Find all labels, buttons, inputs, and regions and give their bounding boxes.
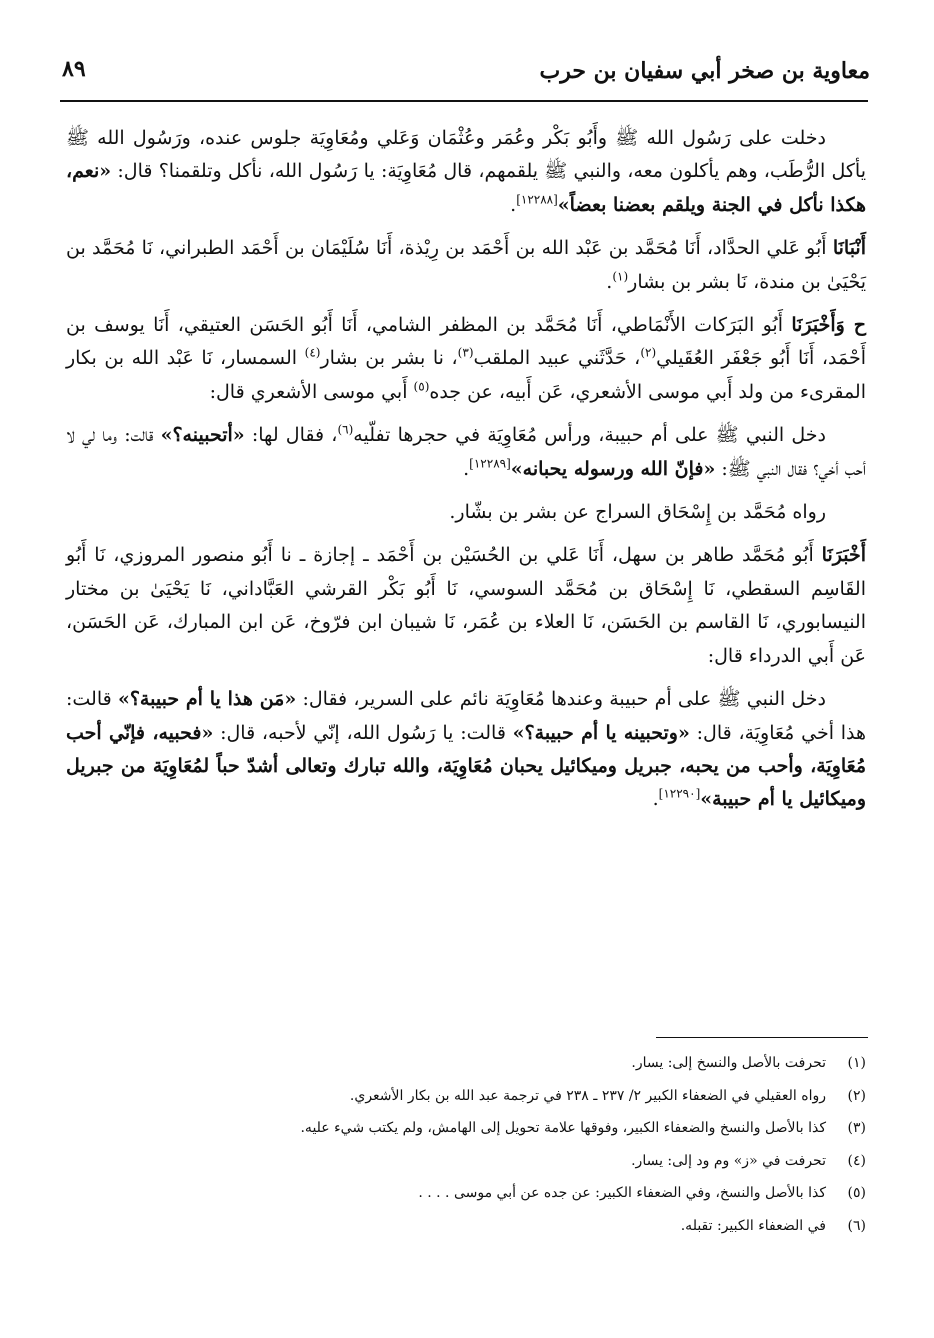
text-run: . xyxy=(652,788,659,811)
footnotes xyxy=(66,1052,866,1247)
bold-text: «فإنّ الله ورسوله يحبانه» xyxy=(510,457,716,480)
header-rule xyxy=(60,100,868,102)
footnote-number: (٤) xyxy=(847,1152,866,1169)
footnote-number: (٥) xyxy=(847,1185,866,1201)
bold-text: «نعم، هكذا نأكل في الجنة ويلقم بعضنا بعضاً» xyxy=(66,160,866,216)
footnote-text: تحرفت في «ز» وم ود إلى: يسار. xyxy=(631,1152,826,1169)
text-run: أَبُو عَلي الحدَّاد، أَنَا مُحَمَّد بن عَبْد الله بن أَحْمَد بن رِيْذة، أَنَا سُلَيْمَان بن أَحْمَد الطبراني، نَا مُحَمَّد بن يَحْيَىٰ بن مندة، نَا بشر بن بشار xyxy=(66,237,866,293)
text-run: دخلت على رَسُول الله ﷺ وأَبُو بَكْر وعُمَر وعُثْمَان وَعَلي ومُعَاوِيَة جلوس عنده، ورَسُول الله ﷺ يأكل الرُّطَب، وهم يأكلون معه، والنبي ﷺ يلقمهم، قال مُعَاوِيَة: يا رَسُول الله، نأكل وتلقمنا؟ قال: xyxy=(66,127,866,183)
text-run: قالت: هذا أخي مُعَاوِيَة، قال: xyxy=(66,688,866,744)
bold-text: «فحبيه، فإنّي أحب مُعَاوِيَة، وأحب من يحبه، جبريل وميكائيل يحبان مُعَاوِيَة، والله تبارك وتعالى أشدّ حباً لمُعَاوِيَة من جبريل وميكائيل يا أم حبيبة» xyxy=(66,721,866,811)
paragraph xyxy=(66,496,866,529)
footnote-text: في الضعفاء الكبير: تقبله. xyxy=(680,1217,826,1234)
text-run: . xyxy=(510,193,517,216)
text-run: قالت: يا رَسُول الله، إنّي لأحبه، قال: xyxy=(213,721,513,744)
footnote-text: رواه العقيلي في الضعفاء الكبير ٢/ ٢٣٧ ـ ٢٣٨ في ترجمة عبد الله بن بكار الأشعري. xyxy=(349,1087,826,1104)
footnote-number: (١) xyxy=(847,1055,866,1071)
paragraph xyxy=(66,419,866,486)
bold-text: أَنْبَانَا xyxy=(832,237,866,260)
text-run: قالت: وما لي لا أحب أخي؟ فقال النبي ﷺ: xyxy=(66,424,866,480)
footnote xyxy=(66,1182,866,1205)
footnote xyxy=(66,1150,866,1173)
footnote-number: (٣) xyxy=(847,1120,866,1136)
footnote xyxy=(66,1117,866,1140)
bold-text: «مَن هذا يا أم حبيبة؟» xyxy=(117,688,297,711)
text-run: السمسار، نَا عَبْد الله بن بكار المقرىء من ولد أَبي موسى الأشعري، عَن أَبيه، عن جده xyxy=(66,347,866,403)
reference-marker: [١٢٢٩٠] xyxy=(658,786,701,801)
text-run: . xyxy=(463,457,470,480)
text-run: أَبُو البَرَكات الأَنْمَاطي، أَنَا مُحَمَّد بن المظفر الشامي، أَنَا أَبُو الحَسَن العتيقي، أَنَا يوسف بن أَحْمَد، أَنَا أَبُو جَعْفَر العُقَيلي xyxy=(66,314,867,370)
paragraph xyxy=(66,309,866,409)
bold-text: أَخْبَرَنَا xyxy=(821,544,866,567)
reference-marker: (٤) xyxy=(304,346,321,361)
footnote-number: (٦) xyxy=(847,1217,866,1234)
paragraph xyxy=(66,122,866,222)
reference-marker: (٦) xyxy=(337,422,354,437)
running-head: معاوية بن صخر أبي سفيان بن حرب xyxy=(539,58,870,84)
reference-marker: (٣) xyxy=(457,346,474,361)
text-run: أَبي موسى الأشعري قال: xyxy=(209,380,414,403)
text-run: ، حَدَّثَني عبيد الملقب xyxy=(473,347,641,370)
bold-text: «وتحبينه يا أم حبيبة؟» xyxy=(512,721,690,744)
text-run: ، نا بشر بن بشار xyxy=(320,347,458,370)
text-run: رواه مُحَمَّد بن إِسْحَاق السراج عن بشر بن بشّار. xyxy=(449,501,826,524)
footnote-text: تحرفت بالأصل والنسخ إلى: يسار. xyxy=(631,1055,826,1071)
bold-text: ح وَأَخْبَرَنَا xyxy=(791,314,866,337)
paragraph xyxy=(66,683,866,817)
text-run: دخل النبي ﷺ على أم حبيبة وعندها مُعَاوِيَة نائم على السرير، فقال: xyxy=(296,688,826,711)
page-number: ٨٩ xyxy=(62,56,86,82)
footnote-number: (٢) xyxy=(847,1087,866,1104)
paragraph xyxy=(66,232,866,299)
footnote xyxy=(66,1215,866,1238)
footnote xyxy=(66,1085,866,1108)
text-run: ، فقال لها: xyxy=(244,424,338,447)
footnote-rule xyxy=(656,1037,868,1038)
footnote-text: كذا بالأصل والنسخ والضعفاء الكبير، وفوقها علامة تحويل إلى الهامش، ولم يكتب شيء عليه. xyxy=(300,1120,826,1136)
bold-text: «أتحبينه؟» xyxy=(160,424,245,447)
text-run: . xyxy=(606,270,613,293)
text-run: دخل النبي ﷺ على أم حبيبة، ورأس مُعَاوِيَة في حجرها تفلّيه xyxy=(353,424,826,447)
body-text xyxy=(66,122,866,827)
text-run: أَبُو مُحَمَّد طاهر بن سهل، أَنَا عَلي بن الحُسَيْن بن أَحْمَد ـ إجازة ـ نا أَبُو منصور المروزي، نَا أَبُو القَاسِم السقطي، نَا إِسْحَاق بن مُحَمَّد السوسي، نَا أَبُو بَكْر القرشي العَبَّاداني، نَا يَحْيَىٰ بن مختار النيسابوري، نَا القاسم بن الحَسَن، نَا العلاء بن عُمَر، نَا شيبان ابن فرّوخ، عَن ابن المبارك، عَن الحَسَن، عَن أَبي الدرداء قال: xyxy=(66,544,866,667)
footnote-text: كذا بالأصل والنسخ، وفي الضعفاء الكبير: عن جده عن أبي موسى . . . . xyxy=(418,1185,826,1201)
paragraph xyxy=(66,539,866,673)
footnote xyxy=(66,1052,866,1075)
reference-marker: [١٢٢٨٨] xyxy=(516,192,558,207)
reference-marker: [١٢٢٨٩] xyxy=(469,456,511,471)
reference-marker: (٢) xyxy=(640,346,657,361)
reference-marker: (١) xyxy=(612,269,629,284)
reference-marker: (٥) xyxy=(413,379,430,394)
